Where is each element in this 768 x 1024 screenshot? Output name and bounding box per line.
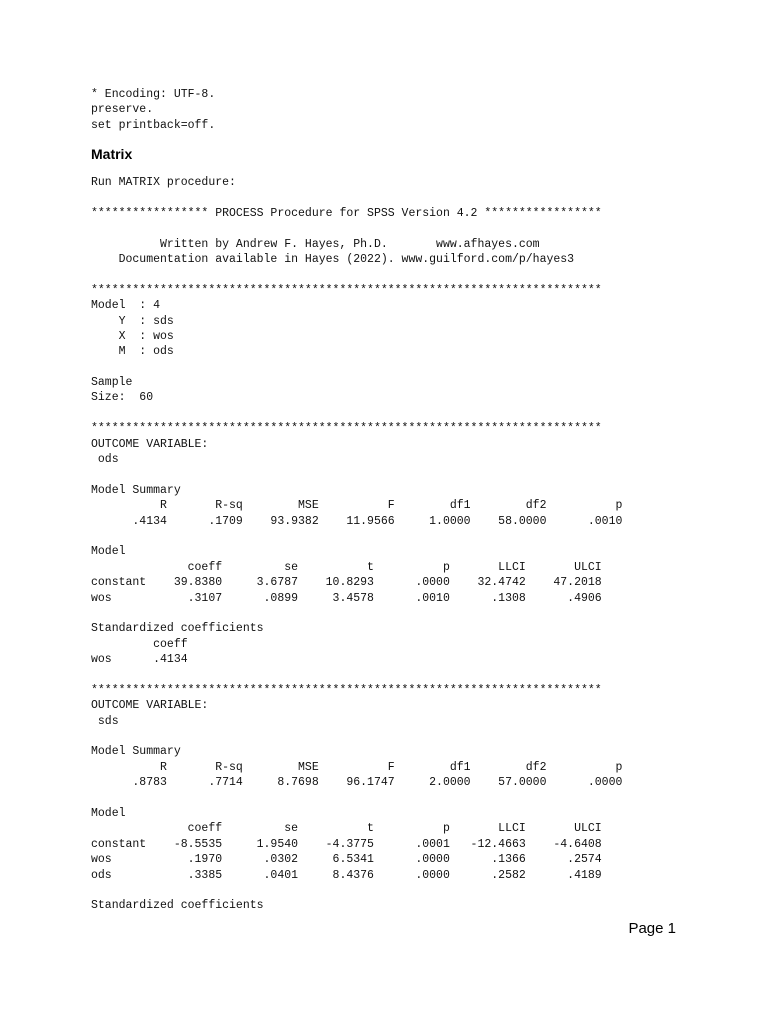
output-line	[91, 221, 622, 236]
output-line: R R-sq MSE F df1 df2 p	[91, 499, 623, 513]
output-line: .8783 .7714 8.7698 96.1747 2.0000 57.0000 .0000	[91, 776, 623, 790]
output-line: OUTCOME VARIABLE:	[91, 699, 209, 713]
output-line: constant 39.8380 3.6787 10.8293 .0000 32.4742 47.2018	[91, 576, 602, 590]
output-line: coeff se t p LLCI ULCI	[91, 822, 602, 836]
output-line	[91, 883, 622, 898]
output-line: Model Summary	[91, 483, 181, 497]
output-line: coeff	[91, 637, 188, 651]
output-line: Written by Andrew F. Hayes, Ph.D. www.afhayes.com	[91, 237, 540, 251]
output-line: **************************************************************************	[91, 283, 602, 297]
output-line	[91, 190, 622, 205]
output-line	[91, 529, 622, 544]
syntax-preamble	[91, 87, 215, 133]
output-line: Size: 60	[91, 391, 154, 405]
output-line: Model : 4	[91, 299, 161, 313]
output-line: R R-sq MSE F df1 df2 p	[91, 760, 623, 774]
syntax-line: preserve.	[91, 103, 154, 117]
output-line: Documentation available in Hayes (2022). www.guilford.com/p/hayes3	[91, 252, 575, 266]
output-line: ***************** PROCESS Procedure for SPSS Version 4.2 *****************	[91, 206, 602, 220]
output-line	[91, 467, 622, 482]
section-heading: Matrix	[91, 146, 133, 162]
output-line: Y : sds	[91, 314, 174, 328]
output-line: M : ods	[91, 345, 174, 359]
output-line: Sample	[91, 376, 133, 390]
page-number: Page 1	[628, 920, 676, 937]
output-line: **************************************************************************	[91, 422, 602, 436]
syntax-line: * Encoding: UTF-8.	[91, 88, 216, 101]
output-line	[91, 267, 622, 282]
output-line	[91, 791, 622, 806]
syntax-line: set printback=off.	[91, 118, 216, 132]
output-line	[91, 668, 622, 683]
output-line: wos .1970 .0302 6.5341 .0000 .1366 .2574	[91, 853, 602, 867]
output-line: ods	[91, 453, 119, 467]
output-line	[91, 729, 622, 744]
output-line: X : wos	[91, 329, 174, 343]
output-line: Standardized coefficients	[91, 622, 264, 636]
output-line: Model Summary	[91, 745, 181, 759]
output-line: ods .3385 .0401 8.4376 .0000 .2582 .4189	[91, 868, 602, 882]
output-line: Model	[91, 545, 126, 559]
output-line: .4134 .1709 93.9382 11.9566 1.0000 58.0000 .0010	[91, 514, 623, 528]
output-line: OUTCOME VARIABLE:	[91, 437, 209, 451]
output-line	[91, 406, 622, 421]
output-line	[91, 606, 622, 621]
output-line: **************************************************************************	[91, 683, 602, 697]
output-line: constant -8.5535 1.9540 -4.3775 .0001 -12.4663 -4.6408	[91, 837, 602, 851]
output-line: Run MATRIX procedure:	[91, 176, 236, 189]
process-output	[91, 175, 622, 914]
output-line: coeff se t p LLCI ULCI	[91, 560, 602, 574]
output-line: sds	[91, 714, 119, 728]
output-line: Model	[91, 807, 126, 821]
output-line: wos .4134	[91, 653, 188, 667]
output-line: wos .3107 .0899 3.4578 .0010 .1308 .4906	[91, 591, 602, 605]
output-line	[91, 360, 622, 375]
output-line: Standardized coefficients	[91, 899, 264, 913]
